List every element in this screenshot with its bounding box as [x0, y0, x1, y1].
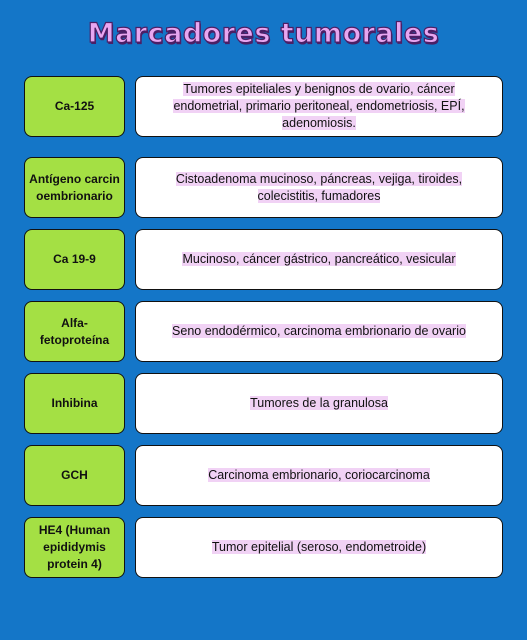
- marker-row: [24, 157, 503, 220]
- marker-description: Tumores epiteliales y benignos de ovario, cáncer endometrial, primario peritoneal, endometriosis, EPÍ, adenomiosis.: [173, 82, 465, 130]
- marker-row: [24, 373, 503, 436]
- marker-name: Inhibina: [51, 396, 98, 410]
- marker-description-box: [135, 301, 503, 362]
- marker-label-box: [24, 157, 125, 218]
- marker-row: [24, 76, 503, 139]
- marker-name: HE4 (Human epididymis protein 4): [38, 523, 111, 571]
- marker-description-box: [135, 517, 503, 578]
- marker-description-box: [135, 229, 503, 290]
- marker-description-box: [135, 373, 503, 434]
- marker-label-box: [24, 517, 125, 578]
- marker-description: Carcinoma embrionario, coriocarcinoma: [208, 468, 430, 482]
- marker-label-box: [24, 76, 125, 137]
- marker-name: GCH: [61, 468, 88, 482]
- marker-row: [24, 445, 503, 508]
- marker-label-box: [24, 301, 125, 362]
- marker-description-box: [135, 76, 503, 137]
- marker-description: Tumor epitelial (seroso, endometroide): [211, 540, 427, 554]
- page-title: Marcadores tumorales: [87, 18, 440, 49]
- marker-row: [24, 301, 503, 364]
- marker-label-box: [24, 373, 125, 434]
- marker-row: [24, 517, 503, 580]
- marker-name: Ca 19-9: [53, 252, 96, 266]
- marker-label-box: [24, 445, 125, 506]
- marker-description: Cistoadenoma mucinoso, páncreas, vejiga, tiroides, colecistitis, fumadores: [175, 171, 463, 203]
- marker-description-box: [135, 157, 503, 218]
- marker-description: Seno endodérmico, carcinoma embrionario de ovario: [172, 324, 466, 338]
- marker-label-box: [24, 229, 125, 290]
- marker-description: Mucinoso, cáncer gástrico, pancreático, vesicular: [182, 252, 456, 266]
- marker-row: [24, 229, 503, 292]
- marker-name: Antígeno carcinoembrionario: [29, 171, 120, 203]
- marker-name: Alfa-fetoproteína: [39, 315, 110, 347]
- marker-name: Ca-125: [54, 99, 95, 113]
- marker-description: Tumores de la granulosa: [250, 396, 388, 410]
- marker-description-box: [135, 445, 503, 506]
